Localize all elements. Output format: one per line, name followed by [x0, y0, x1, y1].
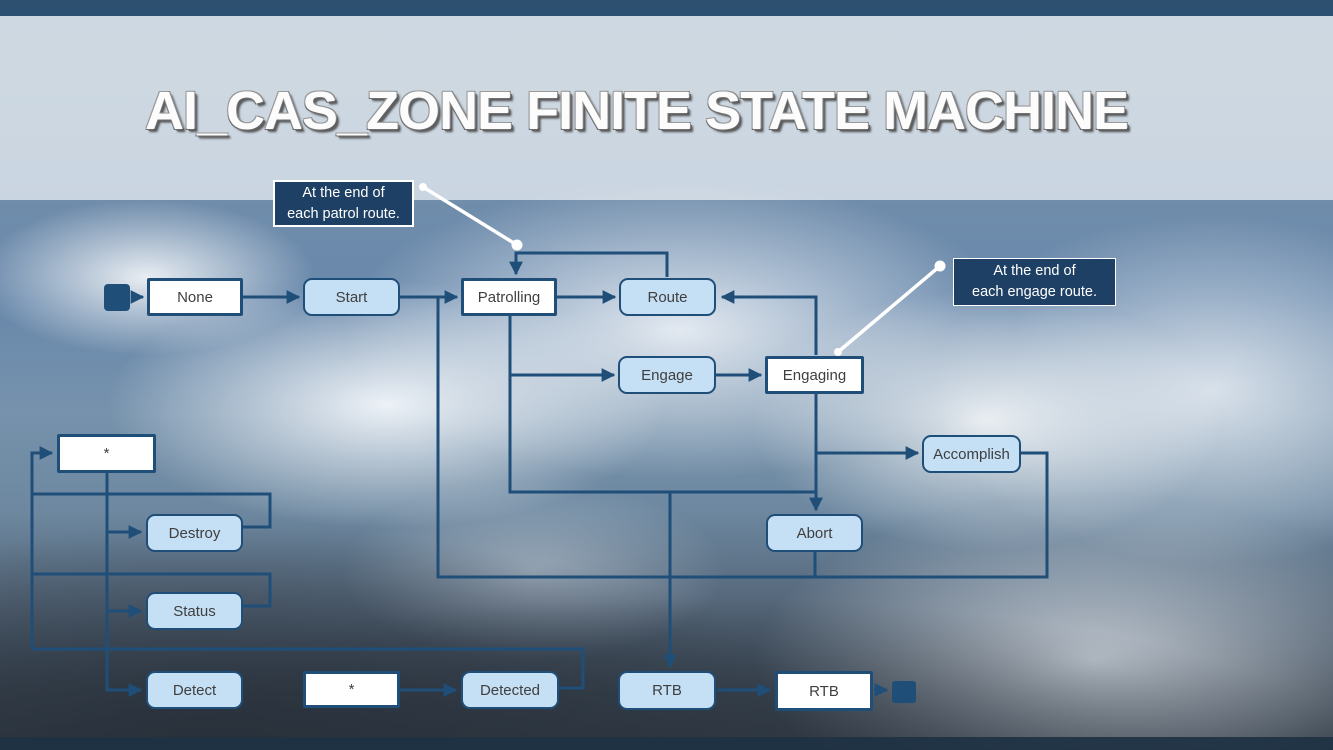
state-box-none [147, 278, 243, 316]
state-box-rtb-action [618, 671, 716, 710]
edge-loop-into-star [32, 453, 52, 649]
engage-route-callout [953, 258, 1116, 306]
state-box-status [146, 592, 243, 630]
callout-text-line1: At the end of [302, 184, 385, 201]
engage-callout-line [838, 266, 940, 352]
state-box-detect [146, 671, 243, 709]
state-label: None [177, 288, 213, 306]
state-box-abort [766, 514, 863, 552]
state-label: RTB [652, 682, 682, 699]
state-label: Status [173, 602, 216, 620]
state-label: Route [647, 288, 688, 306]
state-box-destroy [146, 514, 243, 552]
state-label: * [103, 445, 110, 462]
patrol-callout-line [423, 187, 517, 245]
page-title: AI_CAS_ZONE FINITE STATE MACHINE [145, 81, 1129, 141]
state-label: Abort [796, 524, 833, 542]
state-label: Engage [641, 366, 693, 384]
state-label: Destroy [168, 524, 221, 542]
patrol-route-callout [273, 180, 414, 227]
edge-engaging-accomplish [816, 394, 918, 453]
state-label: * [348, 681, 355, 698]
callout-connectors [419, 183, 946, 356]
edge-star-detect [107, 473, 141, 690]
state-box-patrolling [461, 278, 557, 316]
final-state-marker [892, 681, 916, 703]
edge-patrolling-engage [510, 316, 614, 375]
state-label: Patrolling [477, 288, 541, 306]
state-label: Engaging [782, 366, 847, 384]
state-box-route [619, 278, 716, 316]
state-box-start [303, 278, 400, 316]
state-label: Detected [479, 681, 541, 699]
state-label: Detect [172, 681, 217, 699]
state-label: RTB [809, 682, 839, 700]
edge-route-patrolling [516, 253, 667, 277]
state-box-engage [618, 356, 716, 394]
edge-engaging-route [722, 297, 816, 355]
state-box-detected [461, 671, 559, 709]
state-box-engaging [765, 356, 864, 394]
state-box-rtb-state [775, 671, 873, 711]
callout-text-line2: each engage route. [972, 284, 1097, 300]
state-label: Accomplish [933, 445, 1010, 463]
state-box-any [57, 434, 156, 473]
callout-text-line1: At the end of [993, 263, 1076, 280]
initial-state-marker [104, 284, 130, 311]
state-label: Start [335, 288, 368, 306]
state-box-accomplish [922, 435, 1021, 473]
callout-text-line2: each patrol route. [287, 205, 400, 222]
state-box-any-2 [303, 671, 400, 708]
